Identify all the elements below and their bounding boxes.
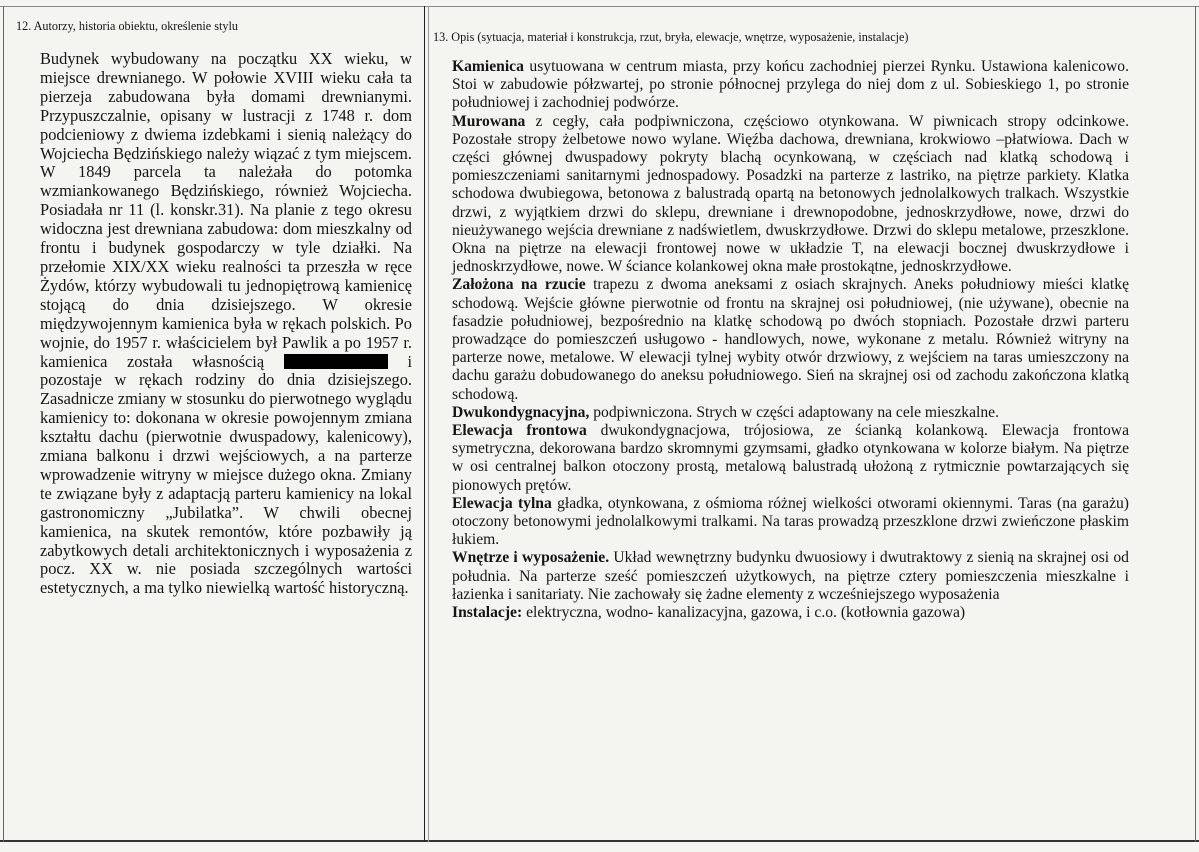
description-label: Elewacja tylna xyxy=(452,494,552,512)
column-divider xyxy=(424,6,425,842)
description-paragraph-rear-facade xyxy=(452,495,1129,550)
description-text: podpiwniczona. Strych w części adaptowany na cele mieszkalne. xyxy=(589,403,999,421)
description-paragraph-interior xyxy=(452,549,1129,604)
description-paragraph-material xyxy=(452,113,1129,277)
description-label: Kamienica xyxy=(452,58,524,75)
description-column xyxy=(452,58,1129,622)
description-label: Wnętrze i wyposażenie. xyxy=(452,549,610,567)
frame-right-border xyxy=(1195,6,1196,842)
history-column xyxy=(40,50,412,598)
description-label: Założona na rzucie xyxy=(452,276,586,294)
description-text: z cegły, cała podpiwniczona, częściowo otynkowana. W piwnicach stropy odcinkowe. Pozostałe stropy żelbetowe nowo wylane. Więźba dachowa, drewniana, krokwiowo –płatwiowa. Dach w części głównej dwuspadowy pokryty blachą ocynkowaną, w częściach nad klatką schodową i pomieszczeniami sanitarnymi jednospadowy. Posadzki na parterze z lastriko, na piętrze parkiety. Klatka schodowa dwubiegowa, betonowa z balustradą opartą na betonowych jednolalkowych tralkach. Wszystkie drzwi, z wyjątkiem drzwi do sklepu, drewniane i drewnopodobne, jednoskrzydłowe, nowe, drzwi do nieużywanego wejścia drewniane z nadświetlem, dwuskrzydłowe. Drzwi do sklepu metalowe, przeszklone. Okna na piętrze na elewacji frontowej nowe w układzie T, na elewacji bocznej dwuskrzydłowe i jednoskrzydłowe, nowe. W ściance kolankowej okna małe prostokątne, jednoskrzydłowe. xyxy=(452,112,1129,276)
column-divider-shadow xyxy=(428,6,429,842)
history-text-part-1: Budynek wybudowany na początku XX wieku, w miejsce drewnianego. W połowie XVIII wieku cała ta pierzeja zabudowana była domami drewnianymi. Przypuszczalnie, opisany w lustracji z 1748 r. dom podcieniowy z dwiema izdebkami i sienią należący do Wojciecha Będzińskiego należy wiązać z tym miejscem. W 1849 parcela ta należała do potomka wzmiankowanego Będzińskiego, również Wojciecha. Posiadała nr 11 (l. konskr.31). Na planie z tego okresu widoczna jest drewniana zabudowa: dom mieszkalny od frontu i budynek gospodarczy w tyle działki. Na przełomie XIX/XX wieku realności ta przeszła w ręce Żydów, którzy wybudowali tu jednopiętrową kamienicę stojącą do dnia dzisiejszego. W okresie międzywojennym kamienica była w rękach polskich. Po wojnie, do 1957 r. właścicielem był Pawlik a po 1957 r. kamienica została własnością xyxy=(40,49,412,371)
redacted-owner-name xyxy=(284,354,388,369)
description-paragraph-plan xyxy=(452,276,1129,403)
description-label: Instalacje: xyxy=(452,604,523,622)
description-label: Dwukondygnacyjna, xyxy=(452,403,590,421)
description-label: Murowana xyxy=(452,112,526,130)
description-text: dwukondygnacjowa, trójosiowa, ze ścianką kolankową. Elewacja frontowa symetryczna, dekorowana bardzo skromnymi gzymsami, gładko otynkowana w kolorze białym. Na piętrze w osi centralnej balkon otoczony prostą, metalową balustradą ułożoną z rytmicznie powtarzających się pionowych prętów. xyxy=(452,422,1129,494)
section-13-heading: 13. Opis (sytuacja, materiał i konstrukcja, rzut, bryła, elewacje, wnętrze, wyposażenie, instalacje) xyxy=(433,30,909,44)
frame-bottom-border xyxy=(0,840,1199,842)
frame-left-border xyxy=(3,6,4,842)
history-text-part-2: i pozostaje w rękach rodziny do dnia dzisiejszego. Zasadnicze zmiany w stosunku do pierwotnego wyglądu kamienicy to: dokonana w okresie powojennym zmiana kształtu dachu (pierwotnie dwuspadowy, kalenicowy), zmiana balkonu i drzwi wejściowych, a na parterze wprowadzenie witryny w miejsce dużego okna. Zmiany te związane były z adaptacją parteru kamienicy na lokal gastronomiczny „Jubilatka”. W chwili obecnej kamienica, na skutek remontów, które pozbawiły ją zabytkowych detali architektonicznych i wyposażenia z pocz. XX w. nie posiada szczególnych wartości estetycznych, a ma tylko niewielką wartość historyczną. xyxy=(40,351,412,598)
section-12-heading: 12. Autorzy, historia obiektu, określenie stylu xyxy=(16,19,238,33)
history-paragraph xyxy=(40,50,412,598)
description-paragraph-front-facade xyxy=(452,422,1129,495)
description-paragraph-installations xyxy=(452,604,1129,622)
description-text: elektryczna, wodno- kanalizacyjna, gazowa, i c.o. (kotłownia gazowa) xyxy=(522,604,966,622)
description-label: Elewacja frontowa xyxy=(452,422,587,440)
frame-top-border xyxy=(0,6,1199,7)
description-paragraph-storeys xyxy=(452,404,1129,422)
description-paragraph-location xyxy=(452,58,1129,113)
description-text: trapezu z dwoma aneksami z osiach skrajnych. Aneks południowy mieści klatkę schodową. Wejście główne pierwotnie od frontu na skrajnej osi południowej, (nie używane), obecnie na fasadzie południowej, bezpośrednio na klatkę schodową po dwóch stopniach. Pozostałe drzwi parteru prowadzące do pomieszczeń usługowo - handlowych, nowe, wykonane z metalu. Również witryny na parterze nowe, metalowe. W elewacji tylnej wybity otwór drzwiowy, z wejściem na taras umieszczony na dachu garażu dobudowanego do aneksu południowego. Sień na skrajnej osi od zachodu zakończona klatką schodową. xyxy=(452,276,1129,403)
description-text: usytuowana w centrum miasta, przy końcu zachodniej pierzei Rynku. Ustawiona kalenicowo. Stoi w zabudowie półzwartej, po stronie północnej przylega do niej dom z ul. Sobieskiego 1, po stronie południowej i zachodniej podwórze. xyxy=(452,58,1129,112)
description-text: Układ wewnętrzny budynku dwuosiowy i dwutraktowy z sienią na skrajnej osi od południa. Na parterze sześć pomieszczeń użytkowych, na piętrze cztery pomieszczenia mieszkalne i łazienka i sanitariaty. Nie zachowały się żadne elementy z wcześniejszego wyposażenia xyxy=(452,549,1129,603)
description-text: gładka, otynkowana, z ośmioma różnej wielkości otworami okiennymi. Taras (na garażu) otoczony betonowymi jednolalkowymi tralkami. Na taras prowadzą przeszklone drzwi zwieńczone płaskim łukiem. xyxy=(452,494,1129,549)
